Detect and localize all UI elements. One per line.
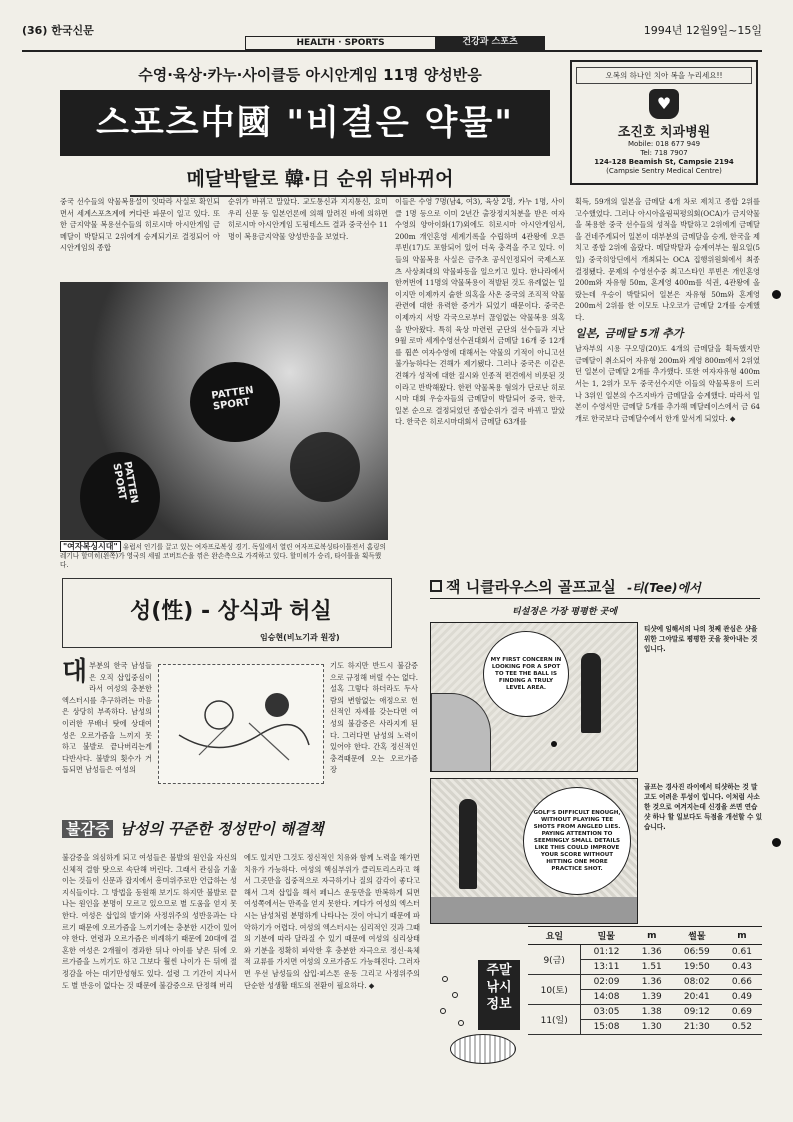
table-row [528,945,762,960]
article-col-4b: 남자부의 시용 구오밍(20)도 4개의 금메달을 획득했지만 금메달이 취소되어 자유형 200m와 계영 800m에서 2위였던 일본이 금메달 2개를 추가했다. 또한 여자자유형 400m서는 1, 2위가 모두 중국선수지만 이들의 약물복용이 드러나 3위인 일본의 수즈지바가 금메달을 승계했다. 따라서 일본이 수영서만 금메달 5개를 추가해 메달레이스에서 금 64개로 한국보다 금메달수에서 한개 앞서게 되었다. ◆ [575,344,760,423]
dental-clinic-ad [570,60,758,185]
column-byline: 임승현(비뇨기과 원장) [260,633,340,642]
column-col-3: 불감증을 의심하게 되고 여성들은 불발의 원인을 자신의 신체적 결함 탓으로 속단해 버린다. 그래서 관심을 기울이는 것들이 신문과 잡지에서 흥미위주로만 언급하는 성지식들이다. 그 방법을 동원해 보기도 하지만 불발로 끝나는 원인을 분명이 모르고 있으므로 별 도움을 얻지 못한다. 여성은 삽입의 발기와 사정위주의 성반응과는 다르기 때문에 오르가즘을 느끼기에는 충분한 시간이 있어야 한다. 연령과 오르가즘은 비례하기 때문에 20대에 결혼한 여성은 2개월이 경과한 뒤나 아이를 낳은 뒤에 오르가즘을 느끼기도 하고 그보다 훨씬 나이가 든 뒤에 절정감을 아는 대기만성형도 있다. 설령 그 기간이 지나서도 별 반응이 없다는 것 때문에 불감증으로 단정해 버리 [62,853,237,990]
cell: 1.36 [632,945,672,960]
tide-header-row [528,927,762,945]
cell: 13:11 [581,960,632,975]
golfer-figure [581,653,601,733]
bubble-icon [452,992,458,998]
col-day: 요일 [528,927,581,945]
article-col-4-subhead: 일본, 금메달 5개 추가 [575,326,684,340]
drop-cap: 대 [62,657,88,687]
cell: 0.61 [722,945,762,960]
column-col-2: 기도 하지만 반드시 불감증으로 규정해 버릴 수는 없다. 설혹 그렇다 하더라도 두사람의 변함없는 애정으로 헌신적인 자세를 갖는다면 여성의 불감증은 사라지게 된다. 그러다면 남성의 노력이 있어야 한다. 간혹 정신적인 충격때문에 오는 오르가즘 장 [330,661,418,775]
checkbox-icon [430,580,442,592]
boxing-glove-3 [290,432,360,502]
cell: 03:05 [581,1005,632,1020]
cell: 21:30 [672,1020,722,1035]
issue-date: 1994년 12월9일~15일 [643,24,762,37]
page-number: (36) 한국신문 [22,24,94,37]
column-illustration [158,664,324,784]
face-figure [431,693,491,772]
binder-hole-icon [772,838,781,847]
bubble-icon [440,1008,446,1014]
fishing-label: 주말 낚시 정보 [478,960,520,1030]
speech-balloon-2: GOLF'S DIFFICULT ENOUGH, WITHOUT PLAYING TEE SHOTS FROM ANGLED LIES. PAYING ATTENTION TO SEEMINGLY SMALL DETAILS LIKE THIS COULD IMPROVE YOUR SCORE WITHOUT HITTING ONE MORE PRACTICE SHOT. [523,787,631,895]
ad-address-note: (Campsie Sentry Medical Centre) [606,167,722,175]
golf-comic-panel-1 [430,622,638,772]
header-rule [22,50,762,52]
cell: 1.38 [632,1005,672,1020]
day-cell: 10(토) [528,975,581,1005]
fishing-info [432,926,762,1066]
article-col-3: 이들은 수영 7명(남4, 여3), 육상 2명, 카누 1명, 사이클 1명 등으로 이미 2년간 출장정지처분을 받은 여자수영의 양아이화(17)외에도 히로시마 아시안게임서, 200m 개인혼영 세계기록을 수립하며 4관왕에 오른 루빈(17)도 포함되어 있어 더욱 충격을 주고 있다. 이들의 약물복용 사실은 금주초 공식인정되어 국제스포츠 사상최대의 약물파동을 일으키고 있다. 한나라에서 한꺼번에 11명의 약물복용이 적발된 것도 유례없는 일이지만 이제까지 숱한 의혹을 사온 중국의 조직적 약물관련에 대한 유력한 증거가 되었기 때문이다. 중국은 이제까지 서방 각국으로부터 끊임없는 약물복용 의혹을 받아왔다. 특히 육상 마련런 군단의 선수들과 지난 9월 로마 세계수영선수권대회서 금메달 16개 중 12개를 휩쓴 여자수영에 대해서는 약물의 기적이 아니고선 불가능하다는 견해가 제기됐다. 그러나 중국은 이같은 견해가 성적에 대한 질시와 인종적 편견에서 비롯된 것이라고 반박해왔다. 한편 약물복용 혐의가 단로난 히로시마 대회 우승자들의 금메달이 박탈되어 중국, 한국, 일본 순으로 결정되었던 종합순위가 결국 바뀌고 말았다. 한국은 히로시마대회서 금메달 63개를 [395,197,565,427]
ad-tel: Tel: 718 7907 [640,149,688,157]
couple-illustration [159,665,325,785]
golf-note-1: 티샷에 임해서의 나의 첫째 관심은 샷을 위한 그야말로 평평한 곳을 찾아내는 것입니다. [644,625,758,653]
section-banner [245,36,545,50]
article-col-2: 순위가 바뀌고 말았다. 교도통신과 지지통신, 요미우리 신문 등 일본언론에 의해 알려진 바에 의하면 히로시마 아시안게임 도핑테스트 결과 중국선수 11명이 복용금지약물 양성반응을 보였다. [228,197,388,241]
cell: 1.39 [632,990,672,1005]
column-subhead-highlight: 불감증 [62,820,113,838]
article-col-1: 중국 선수들의 약물복용설이 잇따라 사실로 확인되면서 세계스포츠계에 커다란 파문이 일고 있다. 또한 금지약물 복용선수들의 히로시마 아시안게임 금메달이 박탈되고 2위에게 승계되기로 결정되어 아시안게임의 종합 [60,197,220,253]
cell: 0.43 [722,960,762,975]
speech-balloon-1: MY FIRST CONCERN IN LOOKING FOR A SPOT TO TEE THE BALL IS FINDING A TRULY LEVEL AREA. [483,631,569,717]
golf-note-2: 골프는 경사진 라이에서 티샷하는 것 말고도 어려운 투성이 입니다. 이처럼 사소한 것으로 여겨지는데 신경을 쓰면 연습샷 하나 할 일보다도 득점을 개선할 수 있습니다. [644,783,762,831]
column-col-1 [62,657,152,776]
ad-clinic-name: 조진호 치과병원 [617,125,711,140]
section-en: HEALTH · SPORTS [245,36,435,50]
cell: 0.69 [722,1005,762,1020]
boxing-glove-2: PATTEN SPORT [80,452,160,540]
column-col-1-text: 부분의 한국 남성들은 오직 삽입중심이라서 여성의 충분한 엑스터시를 추구하려는 마음은 상당히 부족하다. 남성의 이러한 무배너 탓에 상대여성은 오르가즘을 느끼지 못하고 불발로 끝나버리는게 다반사다. 불발의 횟수가 거듭되면 남성들은 여성의 [62,661,152,775]
cell: 0.66 [722,975,762,990]
cell: 09:12 [672,1005,722,1020]
golf-rule [430,598,760,599]
cell: 08:02 [672,975,722,990]
article-headline: 스포츠中國 "비결은 약물" [60,90,550,156]
golf-subtitle: 티설정은 가장 평평한 곳에 [512,607,618,617]
golf-ball [551,741,557,747]
cell: 14:08 [581,990,632,1005]
article-kicker: 수영·육상·카누·사이클등 아시안게임 11명 양성반응 [138,66,482,84]
cell: 01:12 [581,945,632,960]
section-ko: 건강과 스포츠 [435,36,545,50]
col-high-m: m [632,927,672,945]
golf-title [430,576,760,597]
column-title: 성(性) - 상식과 허실 [130,599,332,624]
golfer-figure-2 [459,799,477,889]
col-high: 밀물 [581,927,632,945]
boxing-glove-1: PATTEN SPORT [190,362,280,442]
golf-title-suffix: -티(Tee)에서 [627,581,701,595]
article-col-4a: 획득, 59개의 일본을 금메달 4개 차로 제치고 종합 2위를 고수했었다. 그러나 아시아올림픽평의회(OCA)가 금지약물을 복용한 중국 선수들의 성적을 박탈하고 2위에게 금메달을 건네주게되어 일본이 대부분의 금메달을 승계, 한국을 제치고 종합 2위에 올랐다. 메달박탈과 승계여부는 월요일(5일) 중국히앙딘에서 개최되는 OCA 집행위원회에서 최종 결정됐다. 문제의 수영선수중 최고스타인 루빈은 개인혼영 200m와 자유형 50m, 혼계영 400m를 석권, 4관왕에 올랐는데 우승이 박탈되어 일본은 자유형 50m와 혼계영 200m서 2위를 한 이모토 나오코가 금메달 2개를 승계했다. [575,197,760,322]
ad-mobile: Mobile: 018 677 949 [627,140,701,148]
cell: 1.30 [632,1020,672,1035]
day-cell: 9(금) [528,945,581,975]
tide-table [528,926,762,1035]
cell: 0.52 [722,1020,762,1035]
column-subhead-text: 남성의 꾸준한 정성만이 해결책 [119,820,324,838]
slope-ground [431,897,638,924]
cell: 0.49 [722,990,762,1005]
col-low-m: m [722,927,762,945]
golf-title-text: 잭 니클라우스의 골프교실 [446,578,616,596]
col-low: 썰물 [672,927,722,945]
fish-icon [450,1034,516,1064]
table-row [528,975,762,990]
bubble-icon [442,976,448,982]
day-cell: 11(일) [528,1005,581,1035]
cell: 02:09 [581,975,632,990]
bubble-icon [458,1020,464,1026]
binder-hole-icon [772,290,781,299]
cell: 06:59 [672,945,722,960]
cell: 1.36 [632,975,672,990]
cell: 1.51 [632,960,672,975]
boxing-photo [60,282,388,540]
golf-comic-panel-2 [430,778,638,924]
tooth-icon: ♥ [649,89,679,119]
cell: 15:08 [581,1020,632,1035]
caption-lead: "여자복싱시대" [60,541,121,552]
cell: 19:50 [672,960,722,975]
ad-slogan: 오복의 하나인 치아 복을 누리세요!! [576,67,752,84]
table-row [528,1005,762,1020]
article-subhead: 메달박탈로 韓·日 순위 뒤바뀌어 [130,164,510,197]
column-col-4: 에도 있지만 그것도 정신적인 치유와 함께 노력을 해가면 치유가 가능하다. 여성의 핵심부위가 클리토리스라고 해서 그곳만을 집중적으로 자극하기나 질의 감각이 좋다고 해서 그저 삽입을 해서 페니스 운동만을 반복하게 되면 여성쪽에서는 만족을 얻지 못한다. 게다가 여성의 엑스터시는 남성처럼 분명하게 나타나는 것이 아니기 때문에 파악하기가 어렵다. 여성의 엑스터시는 심리적인 것과 그때의 기분에 따라 달라질 수 있기 때문에 여성의 심리상태와 기분을 정확히 파악한 후 충분한 자극으로 정신·육체적 교류를 가지면 여성의 오르가즘도 가능해진다. 그러자면 우선 남성들의 삽입·피스톤 운동 그리고 사정위주의 단순한 성생활 태도의 전환이 필요하다. ◆ [244,853,420,990]
ad-address: 124-128 Beamish St, Campsie 2194 [594,158,734,166]
cell: 20:41 [672,990,722,1005]
article-col-4 [575,196,760,424]
column-subhead [62,818,418,844]
caption-text: 유럽서 인기를 끌고 있는 여자프로복싱 경기. 독일에서 열린 여자프로복싱타이틀전서 홈링의 레기나 할미히(왼쪽)가 영국의 세필 코버트슨을 꺾은 완손측으로 가격하고 있다. 할미히가 승리, 타이틀을 획득했다. [60,543,386,569]
photo-caption [60,542,388,570]
